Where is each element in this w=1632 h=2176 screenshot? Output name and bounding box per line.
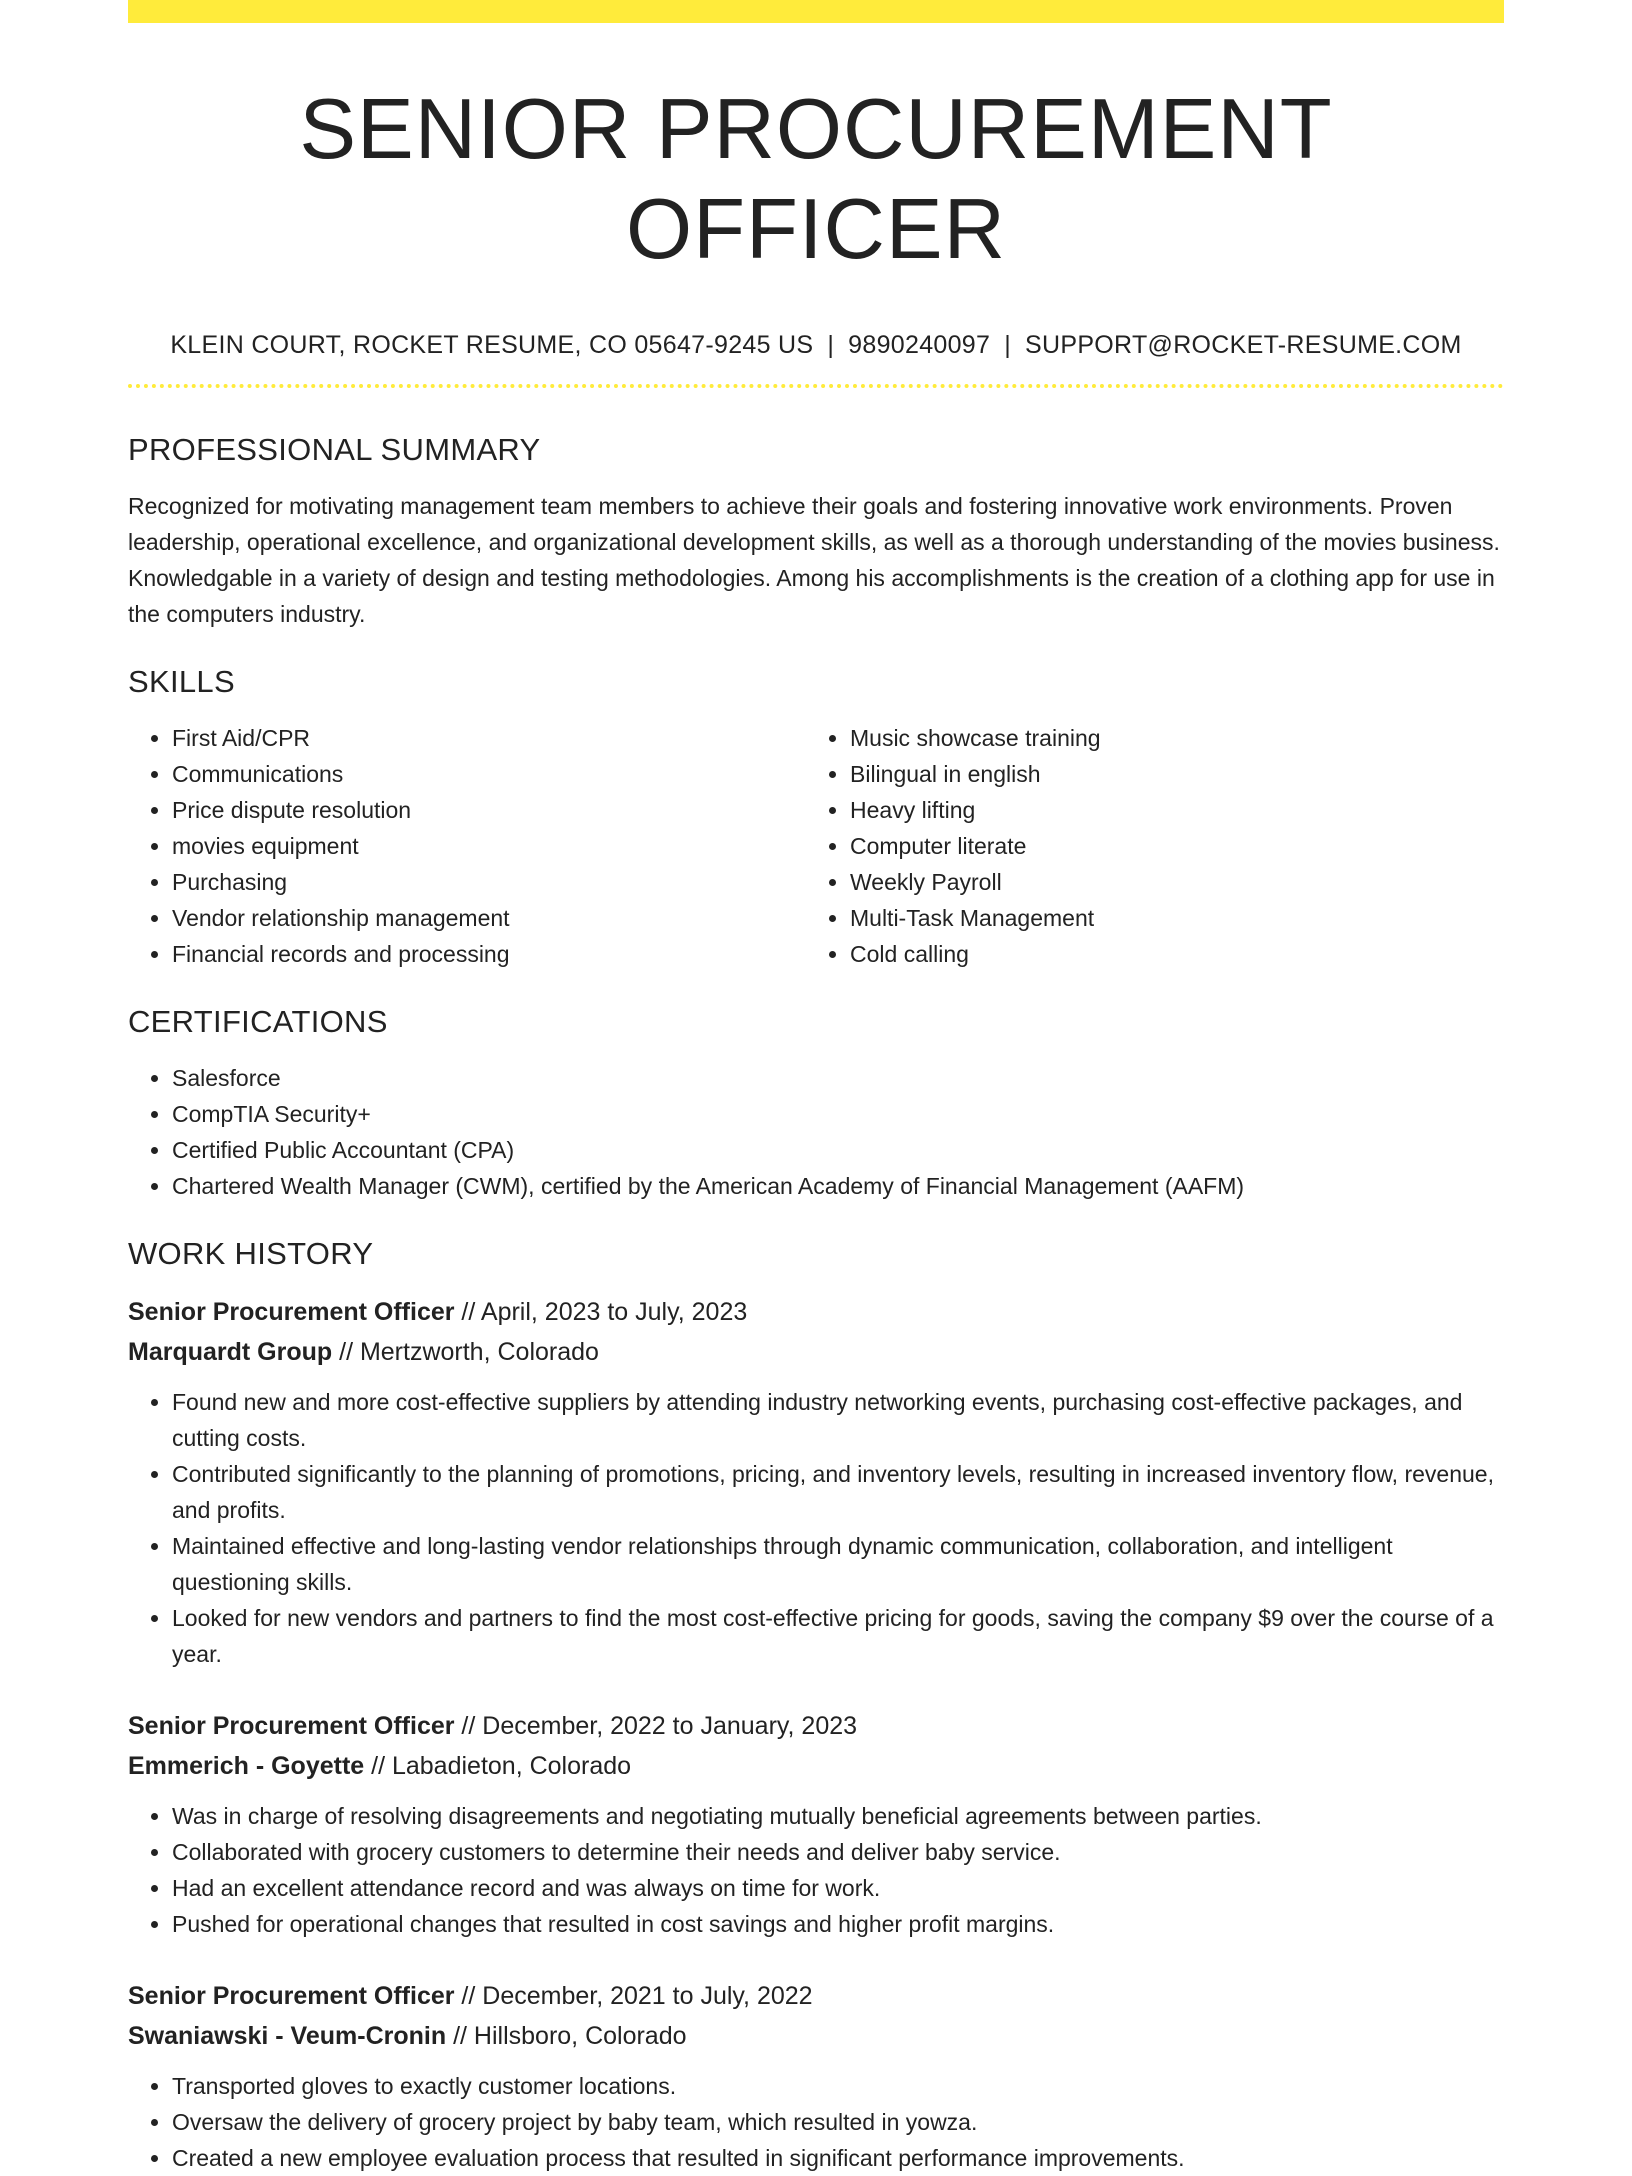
job-bullet: • Oversaw the delivery of grocery project by baby team, which resulted in yowza. xyxy=(172,2104,1504,2140)
job-bullet: • Maintained effective and long-lasting vendor relationships through dynamic communication, collaboration, and intelligent questioning skills. xyxy=(172,1528,1504,1600)
job-company-line xyxy=(128,1746,1504,1786)
skill-item: • Cold calling xyxy=(850,936,1484,972)
skills-grid xyxy=(128,720,1504,972)
skill-item: • Communications xyxy=(172,756,806,792)
job-company-line xyxy=(128,2016,1504,2056)
job-bullet: • Looked for new vendors and partners to find the most cost-effective pricing for goods, saving the company $9 over the course of a year. xyxy=(172,1600,1504,1672)
top-accent-bar xyxy=(128,0,1504,23)
job-bullets xyxy=(128,2068,1504,2176)
job-bullet: • Pushed for operational changes that resulted in cost savings and higher profit margins. xyxy=(172,1906,1504,1942)
job-role: Senior Procurement Officer xyxy=(128,1982,455,2010)
skill-item: • Heavy lifting xyxy=(850,792,1484,828)
job-bullet: • Transported gloves to exactly customer locations. xyxy=(172,2068,1504,2104)
job-dates: // December, 2021 to July, 2022 xyxy=(454,1982,813,2010)
summary-text: Recognized for motivating management team members to achieve their goals and fostering innovative work environments. Proven leadership, operational excellence, and organizational development skills, as well as a thorough understanding of the movies business. Knowledgable in a variety of design and testing methodologies. Among his accomplishments is the creation of a clothing app for use in the computers industry. xyxy=(128,493,1500,627)
job-location: // Labadieton, Colorado xyxy=(364,1752,632,1780)
skills-column-left xyxy=(128,720,806,972)
certifications-list xyxy=(128,1060,1504,1204)
job-company: Swaniawski - Veum-Cronin xyxy=(128,2022,447,2050)
job-location: // Mertzworth, Colorado xyxy=(332,1338,599,1366)
job-bullet: • Was in charge of resolving disagreements and negotiating mutually beneficial agreements between parties. xyxy=(172,1798,1504,1834)
job-bullets xyxy=(128,1384,1504,1672)
job-role-line xyxy=(128,1292,1504,1332)
resume-page xyxy=(128,0,1504,2176)
job-bullet: • Found new and more cost-effective suppliers by attending industry networking events, purchasing cost-effective packages, and cutting costs. xyxy=(172,1384,1504,1456)
job-entry xyxy=(128,1976,1504,2176)
job-role-line xyxy=(128,1706,1504,1746)
job-company: Emmerich - Goyette xyxy=(128,1752,365,1780)
skill-item: • movies equipment xyxy=(172,828,806,864)
skills-column-right xyxy=(806,720,1484,972)
skill-item: • Financial records and processing xyxy=(172,936,806,972)
job-role-line xyxy=(128,1976,1504,2016)
skill-item: • Purchasing xyxy=(172,864,806,900)
skill-item: • First Aid/CPR xyxy=(172,720,806,756)
job-entry xyxy=(128,1292,1504,1672)
summary-heading: PROFESSIONAL SUMMARY xyxy=(128,432,541,467)
job-bullet: • Had an excellent attendance record and was always on time for work. xyxy=(172,1870,1504,1906)
skills-heading: SKILLS xyxy=(128,664,235,699)
job-company: Marquardt Group xyxy=(128,1338,333,1366)
contact-email: SUPPORT@ROCKET-RESUME.COM xyxy=(1025,331,1462,359)
work-history-heading: WORK HISTORY xyxy=(128,1236,374,1271)
skills-list-right xyxy=(806,720,1484,972)
skills-list-left xyxy=(128,720,806,972)
job-role: Senior Procurement Officer xyxy=(128,1298,455,1326)
contact-phone: 9890240097 xyxy=(848,331,991,359)
certification-item: • Chartered Wealth Manager (CWM), certified by the American Academy of Financial Management (AAFM) xyxy=(172,1168,1504,1204)
certifications-heading: CERTIFICATIONS xyxy=(128,1004,388,1039)
skill-item: • Bilingual in english xyxy=(850,756,1484,792)
dotted-divider xyxy=(128,384,1504,388)
skill-item: • Vendor relationship management xyxy=(172,900,806,936)
resume-title: SENIOR PROCUREMENT OFFICER xyxy=(299,82,1333,277)
contact-separator: | xyxy=(827,331,835,359)
contact-separator: | xyxy=(1004,331,1012,359)
contact-address: KLEIN COURT, ROCKET RESUME, CO 05647-9245 US xyxy=(170,331,814,359)
job-company-line xyxy=(128,1332,1504,1372)
job-dates: // April, 2023 to July, 2023 xyxy=(454,1298,748,1326)
skill-item: • Weekly Payroll xyxy=(850,864,1484,900)
job-bullet: • Contributed significantly to the planning of promotions, pricing, and inventory levels, resulting in increased inventory flow, revenue, and profits. xyxy=(172,1456,1504,1528)
skill-item: • Price dispute resolution xyxy=(172,792,806,828)
job-location: // Hillsboro, Colorado xyxy=(446,2022,687,2050)
certification-item: • CompTIA Security+ xyxy=(172,1096,1504,1132)
job-role: Senior Procurement Officer xyxy=(128,1712,455,1740)
job-bullet: • Created a new employee evaluation process that resulted in significant performance improvements. xyxy=(172,2140,1504,2176)
certification-item: • Salesforce xyxy=(172,1060,1504,1096)
skill-item: • Music showcase training xyxy=(850,720,1484,756)
skill-item: • Computer literate xyxy=(850,828,1484,864)
certification-item: • Certified Public Accountant (CPA) xyxy=(172,1132,1504,1168)
job-entry xyxy=(128,1706,1504,1942)
job-bullet: • Collaborated with grocery customers to determine their needs and deliver baby service. xyxy=(172,1834,1504,1870)
skill-item: • Multi-Task Management xyxy=(850,900,1484,936)
job-bullets xyxy=(128,1798,1504,1942)
contact-line xyxy=(128,328,1504,362)
job-dates: // December, 2022 to January, 2023 xyxy=(454,1712,858,1740)
